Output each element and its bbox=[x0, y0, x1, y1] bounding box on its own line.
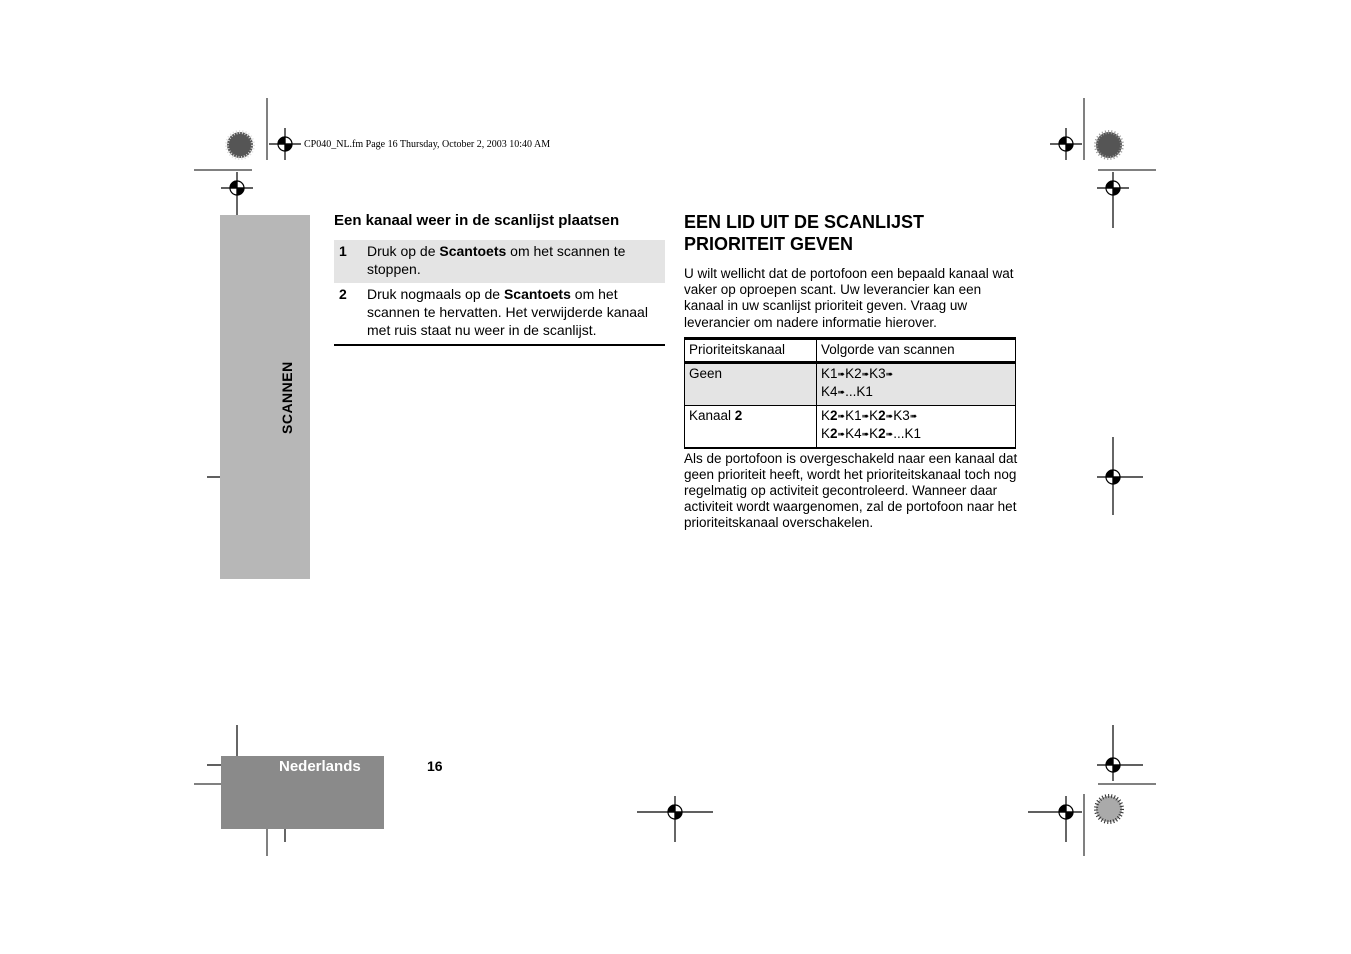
step-row bbox=[334, 283, 665, 344]
step-number: 1 bbox=[339, 243, 347, 259]
intro-paragraph: U wilt wellicht dat de portofoon een bepaald kanaal wat vaker op oproepen scant. Uw leverancier kan een kanaal in uw scanlijst prioriteit geven. Vraag uw leverancier om nadere informatie hierover. bbox=[684, 266, 1014, 330]
side-tab-label: SCANNEN bbox=[279, 361, 295, 434]
table-header-row bbox=[685, 339, 1016, 363]
section-heading: Een kanaal weer in de scanlijst plaatsen bbox=[334, 212, 620, 229]
table-row bbox=[685, 362, 1016, 405]
step-row bbox=[334, 240, 665, 283]
step-text: Druk op de Scantoets om het scannen te stoppen. bbox=[367, 243, 626, 277]
page-title: EEN LID UIT DE SCANLIJST PRIORITEIT GEVEN bbox=[684, 212, 925, 254]
step-text: Druk nogmaals op de Scantoets om het scannen te hervatten. Het verwijderde kanaal met ruis staat nu weer in de scanlijst. bbox=[367, 286, 648, 338]
table-cell: Geen bbox=[685, 362, 817, 405]
step-number: 2 bbox=[339, 286, 347, 302]
footer-language: Nederlands bbox=[279, 758, 361, 775]
column-header: Prioriteitskanaal bbox=[685, 339, 817, 363]
scan-order-cell: K2➠K1➠K2➠K3➠ K2➠K4➠K2➠...K1 bbox=[817, 405, 1016, 448]
step-list bbox=[334, 240, 665, 346]
column-header: Volgorde van scannen bbox=[817, 339, 1016, 363]
table-row bbox=[685, 405, 1016, 448]
table-cell: Kanaal 2 bbox=[685, 405, 817, 448]
outro-paragraph: Als de portofoon is overgeschakeld naar een kanaal dat geen prioriteit heeft, wordt het prioriteitskanaal toch nog regelmatig op activiteit gecontroleerd. Wanneer daar activiteit wordt waargenomen, zal de portofoon naar het prioriteitskanaal overschakelen. bbox=[684, 451, 1018, 530]
side-tab bbox=[220, 215, 310, 579]
scan-order-cell: K1➠K2➠K3➠ K4➠...K1 bbox=[817, 362, 1016, 405]
page-number: 16 bbox=[427, 758, 443, 774]
priority-table bbox=[684, 337, 1016, 449]
file-slug: CP040_NL.fm Page 16 Thursday, October 2, 2003 10:40 AM bbox=[304, 139, 551, 150]
